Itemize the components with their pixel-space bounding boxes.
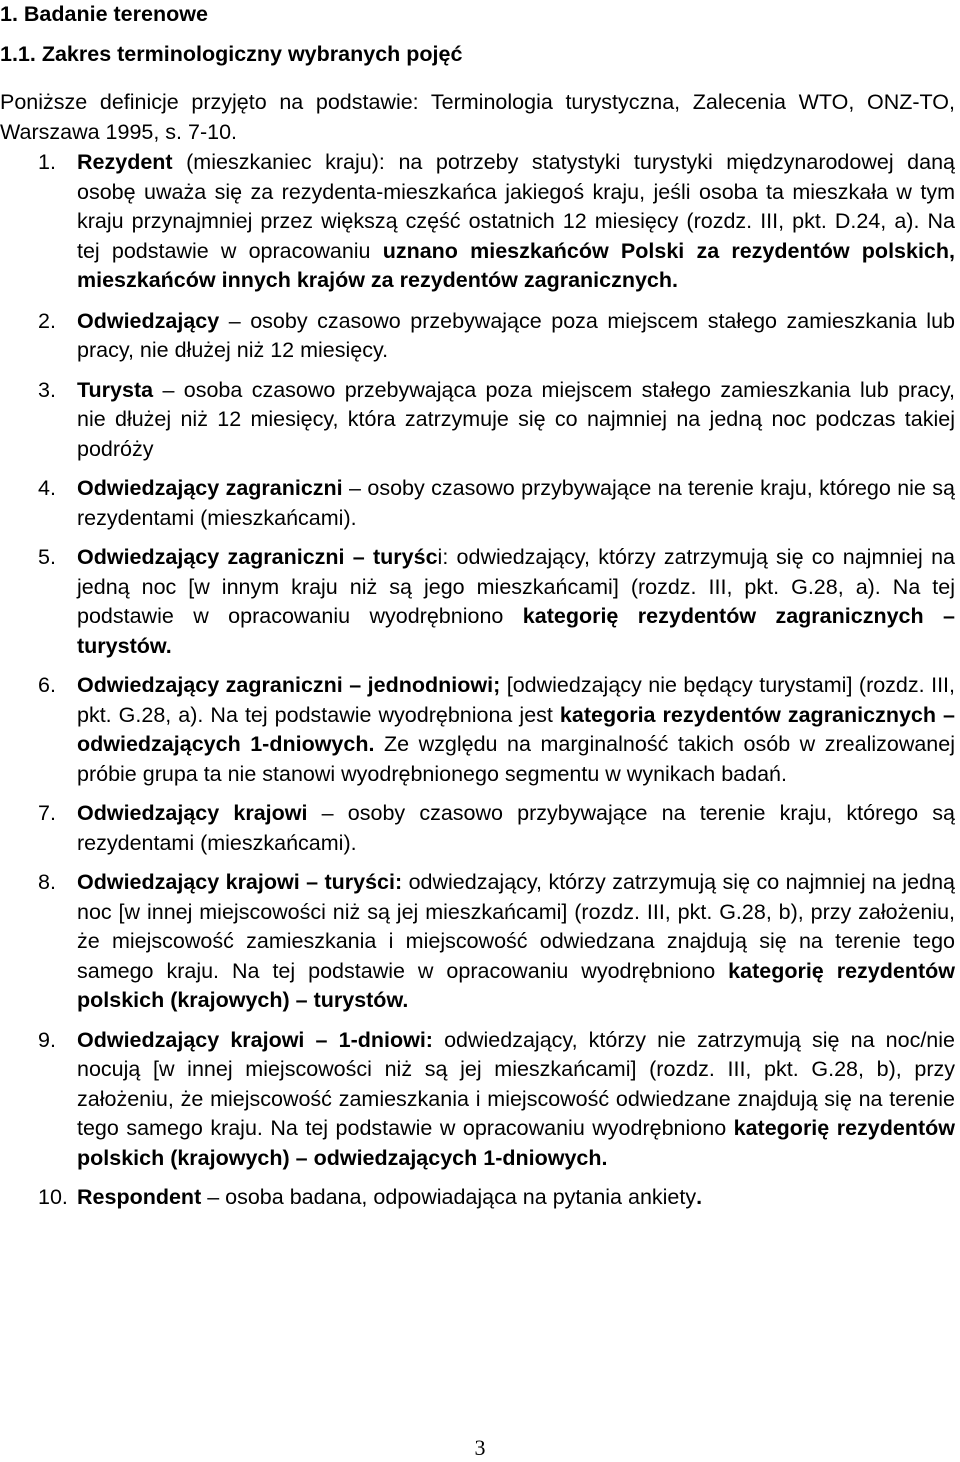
definition-number: 8. bbox=[38, 870, 56, 894]
definition-term: kategorię rezydentów zagranicznych – turystów. bbox=[77, 604, 955, 658]
definition-text: – osoba czasowo przebywająca poza miejscem stałego zamieszkania lub pracy, nie dłużej niż 12 miesięcy, która zatrzymuje się co najmniej na jedną noc podczas takiej podróży bbox=[77, 377, 955, 461]
definition-term: Odwiedzający krajowi – turyści: bbox=[77, 870, 403, 894]
definition-term: Odwiedzający zagraniczni bbox=[77, 476, 343, 500]
definition-number: 6. bbox=[38, 673, 56, 697]
definition-term: Odwiedzający krajowi bbox=[77, 801, 308, 825]
definition-number: 1. bbox=[38, 150, 56, 174]
definitions-list bbox=[0, 148, 955, 1213]
definition-number: 3. bbox=[38, 377, 56, 402]
definition-number: 4. bbox=[38, 476, 56, 500]
definition-term: Odwiedzający bbox=[77, 308, 220, 333]
definition-item bbox=[0, 671, 955, 789]
definition-term: uznano mieszkańców Polski za rezydentów polskich, mieszkańców innych krajów za rezydentów zagranicznych. bbox=[77, 238, 955, 292]
definition-term: Odwiedzający zagraniczni – turyśc bbox=[77, 545, 438, 569]
definition-text: odwiedzający, którzy zatrzymują się co najmniej na jedną noc [w innej miejscowości niż są jej mieszkańcami] (rozdz. III, pkt. G.28, b), przy założeniu, że miejscowość zamieszkania i miejscowość odwiedzana znajdują się na terenie tego samego kraju. Na tej podstawie w opracowaniu wyodrębniono bbox=[77, 870, 955, 983]
definition-text: [odwiedzający nie będący turystami] (rozdz. III, pkt. G.28, a). Na tej podstawie wyodrębniona jest bbox=[77, 673, 955, 727]
definition-term: kategoria rezydentów zagranicznych – odwiedzających 1-dniowych. bbox=[77, 702, 955, 756]
definition-text: i: odwiedzający, którzy zatrzymują się co najmniej na jedną noc [w innym kraju niż są jego mieszkańcami] (rozdz. III, pkt. G.28, a). Na tej podstawie w opracowaniu wyodrębniono bbox=[77, 545, 955, 628]
definition-item bbox=[0, 1183, 955, 1213]
definition-term: Odwiedzający krajowi – 1-dniowi: bbox=[77, 1027, 433, 1052]
definition-number: 7. bbox=[38, 801, 56, 825]
definition-text: – osoba badana, odpowiadająca na pytania ankiety bbox=[201, 1185, 697, 1209]
definition-item bbox=[0, 543, 955, 661]
definition-term: . bbox=[696, 1185, 703, 1209]
definition-term: Odwiedzający zagraniczni – jednodniowi; bbox=[77, 673, 501, 697]
definition-item bbox=[0, 148, 955, 296]
definition-text: odwiedzający, którzy nie zatrzymują się na noc/nie nocują [w innej miejscowości niż są jej mieszkańcami] (rozdz. III, pkt. G.28, b), przy założeniu, że miejscowość zamieszkania i miejscowość odwiedzane znajdują się na terenie tego samego kraju. Na tej podstawie w opracowaniu wyodrębniono bbox=[77, 1027, 955, 1140]
page-number: 3 bbox=[474, 1435, 486, 1460]
intro-paragraph: Poniższe definicje przyjęto na podstawie: Terminologia turystyczna, Zalecenia WTO, ONZ-TO, Warszawa 1995, s. 7-10. bbox=[0, 90, 955, 144]
definition-text: (mieszkaniec kraju): na potrzeby statystyki turystyki międzynarodowej daną osobę uważa się za rezydenta-mieszkańca jakiegoś kraju, jeśli osoba ta mieszkała w tym kraju przynajmniej przez większą część ostatnich 12 miesięcy (rozdz. III, pkt. D.24, a). Na tej podstawie w opracowaniu bbox=[77, 150, 955, 263]
definition-text: Ze względu na marginalność takich osób w zrealizowanej próbie grupa ta nie stanowi wyodrębnionego segmentu w wynikach badań. bbox=[77, 732, 955, 786]
definition-term: Respondent bbox=[77, 1185, 202, 1209]
definition-text: – osoby czasowo przybywające na terenie kraju, którego są rezydentami (mieszkańcami). bbox=[77, 801, 955, 855]
definition-item bbox=[0, 376, 955, 465]
definition-item bbox=[0, 1026, 955, 1174]
definition-item bbox=[0, 868, 955, 1016]
definition-term: kategorię rezydentów polskich (krajowych) – odwiedzających 1-dniowych. bbox=[77, 1116, 955, 1170]
definition-number: 10. bbox=[38, 1185, 68, 1209]
definition-number: 5. bbox=[38, 545, 56, 569]
definition-term: Rezydent bbox=[77, 150, 173, 174]
definition-item bbox=[0, 474, 955, 533]
definition-text: – osoby czasowo przebywające poza miejscem stałego zamieszkania lub pracy, nie dłużej niż 12 miesięcy. bbox=[77, 308, 955, 362]
definition-number: 9. bbox=[38, 1027, 56, 1052]
definition-text: – osoby czasowo przybywające na terenie kraju, którego nie są rezydentami (mieszkańcami). bbox=[77, 476, 955, 530]
subsection-heading: 1.1. Zakres terminologiczny wybranych pojęć bbox=[0, 42, 463, 66]
section-heading: 1. Badanie terenowe bbox=[0, 2, 208, 26]
definition-item bbox=[0, 799, 955, 858]
definition-term: Turysta bbox=[77, 377, 154, 402]
definition-number: 2. bbox=[38, 308, 56, 333]
definition-term: kategorię rezydentów polskich (krajowych) – turystów. bbox=[77, 958, 955, 1012]
definition-item bbox=[0, 307, 955, 366]
